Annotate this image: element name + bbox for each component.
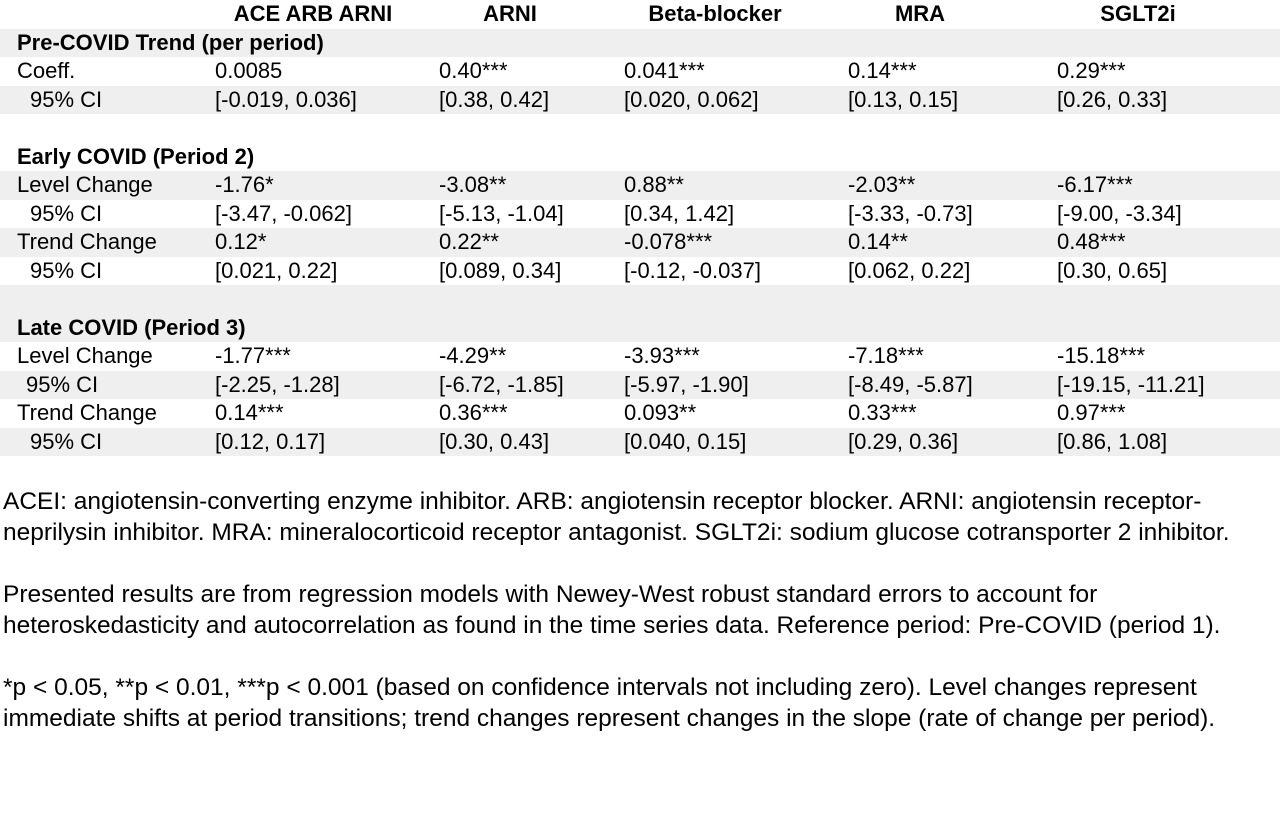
row-label: 95% CI: [30, 86, 103, 112]
row-label: Coeff.: [17, 58, 76, 83]
table-cell: [0.34, 1.42]: [624, 200, 735, 226]
table-row: [0, 57, 1280, 86]
row-label: Trend Change: [17, 400, 157, 425]
methods-note: Presented results are from regression models with Newey-West robust standard errors to account for heteroskedasticity and autocorrelation as found in the time series data. Reference period: Pre-COVID (period 1).: [3, 581, 1221, 639]
table-cell: [-6.72, -1.85]: [439, 371, 564, 397]
table-row: [0, 200, 1280, 229]
table-cell: 0.0085: [215, 58, 283, 83]
table-cell: 0.36***: [439, 400, 508, 425]
table-cell: -3.93***: [624, 343, 700, 368]
table-cell: 0.40***: [439, 58, 508, 83]
table-cell: [-19.15, -11.21]: [1057, 371, 1205, 397]
table-cell: 0.22**: [439, 229, 499, 254]
row-label: Level Change: [17, 343, 153, 368]
section-header-row: [0, 143, 1280, 172]
column-header-mra: MRA: [894, 1, 946, 26]
table-cell: [0.020, 0.062]: [624, 86, 759, 112]
row-label: 95% CI: [30, 200, 103, 226]
table-row: [0, 228, 1280, 257]
table-cell: 0.97***: [1057, 400, 1126, 425]
table-cell: [-5.97, -1.90]: [624, 371, 749, 397]
table-cell: [0.30, 0.43]: [439, 428, 550, 454]
table-cell: 0.48***: [1057, 229, 1126, 254]
table-notes: [3, 486, 1273, 765]
table-cell: [0.089, 0.34]: [439, 257, 562, 283]
table-cell: 0.33***: [848, 400, 917, 425]
table-cell: -3.08**: [439, 172, 507, 197]
table-cell: [-5.13, -1.04]: [439, 200, 564, 226]
table-cell: [0.13, 0.15]: [848, 86, 959, 112]
table-cell: [-8.49, -5.87]: [848, 371, 973, 397]
row-label: 95% CI: [30, 257, 103, 283]
row-label: Trend Change: [17, 229, 157, 254]
row-label: 95% CI: [26, 371, 99, 397]
significance-note: *p < 0.05, **p < 0.01, ***p < 0.001 (based on confidence intervals not including zero). Level changes represent immediate shifts at period transitions; trend changes represent changes in the slope (rate of change per period).: [3, 674, 1216, 732]
table-cell: 0.88**: [624, 172, 684, 197]
section-title-pre-covid: Pre-COVID Trend (per period): [17, 29, 324, 55]
table-cell: [0.021, 0.22]: [215, 257, 338, 283]
table-cell: -15.18***: [1057, 343, 1146, 368]
section-title-early-covid: Early COVID (Period 2): [17, 143, 255, 169]
table-cell: [0.86, 1.08]: [1057, 428, 1168, 454]
table-cell: -2.03**: [848, 172, 916, 197]
table-cell: [-3.33, -0.73]: [848, 200, 973, 226]
table-cell: 0.093**: [624, 400, 697, 425]
table-cell: 0.041***: [624, 58, 705, 83]
table-row: [0, 86, 1280, 115]
table-row: [0, 257, 1280, 286]
table-cell: [-9.00, -3.34]: [1057, 200, 1182, 226]
table-header-row: [0, 0, 1280, 29]
table-cell: 0.14**: [848, 229, 908, 254]
table-cell: 0.14***: [848, 58, 917, 83]
table-row: [0, 342, 1280, 371]
table-cell: [0.38, 0.42]: [439, 86, 550, 112]
table-cell: 0.29***: [1057, 58, 1126, 83]
column-header-arni: ARNI: [483, 1, 537, 26]
table-cell: -1.76*: [215, 172, 274, 197]
section-header-row: [0, 29, 1280, 58]
column-header-ace-arb-arni: ACE ARB ARNI: [233, 1, 393, 26]
section-title-late-covid: Late COVID (Period 3): [17, 314, 246, 340]
table-row: [0, 171, 1280, 200]
row-label: Level Change: [17, 172, 153, 197]
table-row: [0, 428, 1280, 457]
table-row: [0, 399, 1280, 428]
table-cell: [0.30, 0.65]: [1057, 257, 1168, 283]
table-cell: [-0.12, -0.037]: [624, 257, 761, 283]
table-cell: [0.062, 0.22]: [848, 257, 971, 283]
table-cell: -4.29**: [439, 343, 507, 368]
table-cell: [0.26, 0.33]: [1057, 86, 1168, 112]
table-row: [0, 371, 1280, 400]
row-label: 95% CI: [30, 428, 103, 454]
column-header-beta-blocker: Beta-blocker: [648, 1, 782, 26]
table-cell: [0.12, 0.17]: [215, 428, 326, 454]
table-cell: [0.040, 0.15]: [624, 428, 747, 454]
abbreviations-note: ACEI: angiotensin-converting enzyme inhibitor. ARB: angiotensin receptor blocker. ARNI: angiotensin receptor-neprilysin inhibitor. MRA: mineralocorticoid receptor antagonist. SGLT2i: sodium glucose cotransporter 2 inhibitor.: [3, 488, 1230, 546]
table-cell: -6.17***: [1057, 172, 1133, 197]
table-cell: -0.078***: [624, 229, 713, 254]
table-cell: [0.29, 0.36]: [848, 428, 959, 454]
table-cell: [-0.019, 0.036]: [215, 86, 357, 112]
table-cell: -1.77***: [215, 343, 291, 368]
table-cell: -7.18***: [848, 343, 924, 368]
table-cell: [-2.25, -1.28]: [215, 371, 340, 397]
spacer-row: [0, 285, 1280, 314]
table-cell: 0.12*: [215, 229, 267, 254]
section-header-row: [0, 314, 1280, 343]
spacer-row: [0, 114, 1280, 143]
table-cell: [-3.47, -0.062]: [215, 200, 352, 226]
table-cell: 0.14***: [215, 400, 284, 425]
column-header-sglt2i: SGLT2i: [1100, 1, 1176, 26]
